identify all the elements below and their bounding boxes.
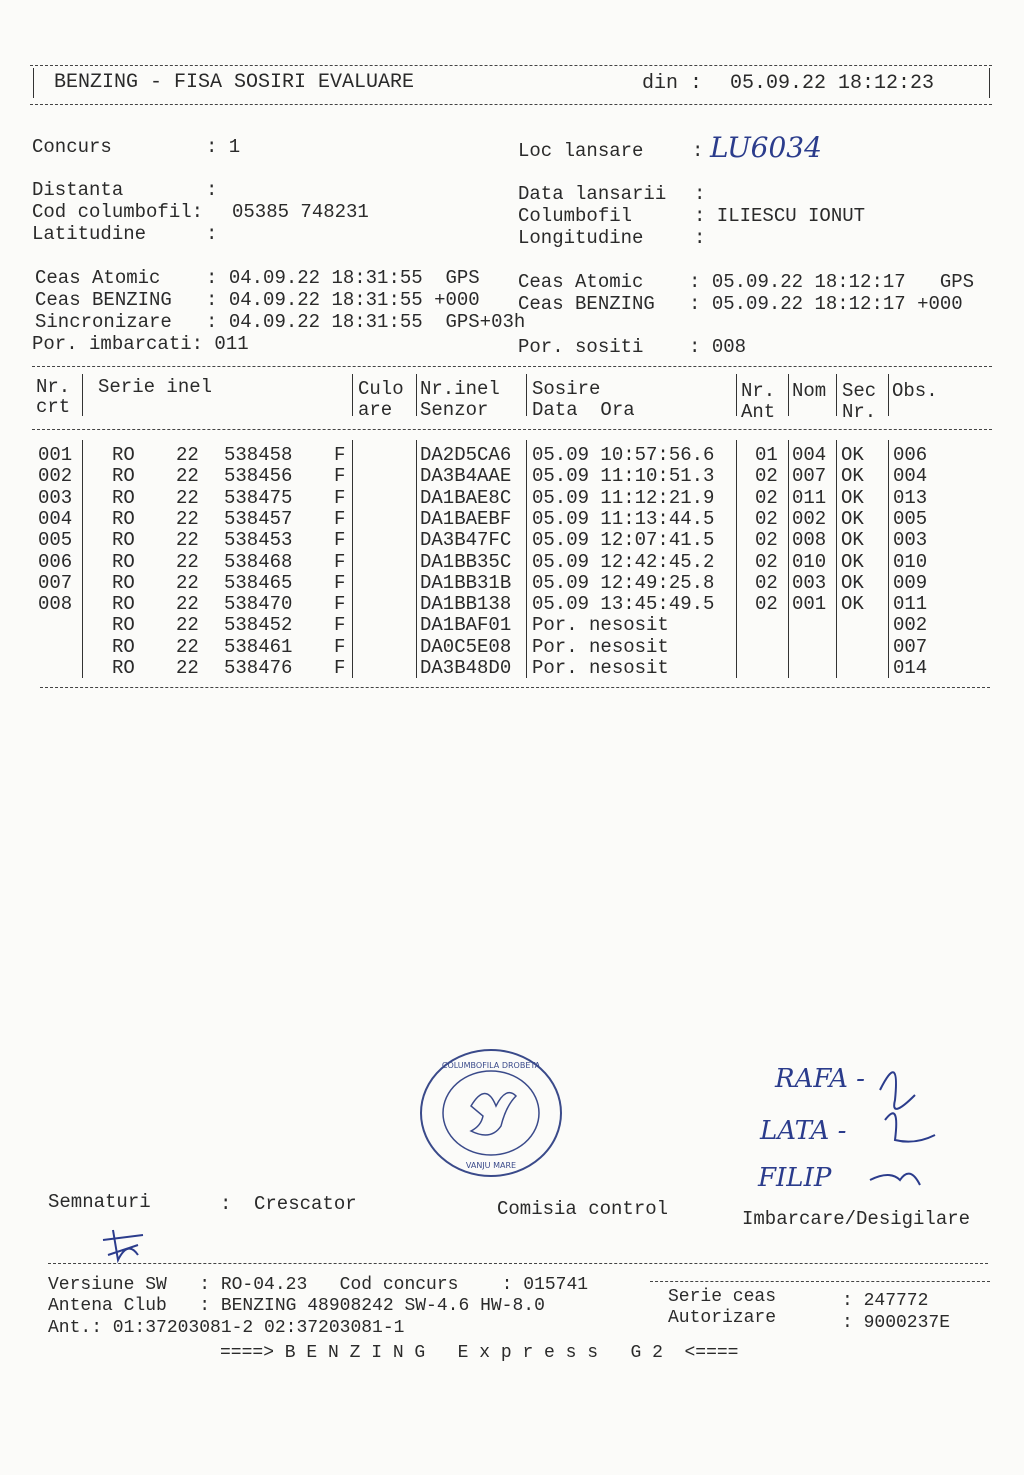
- cell-serie: 538453: [224, 529, 293, 552]
- cell-ant: 02: [755, 593, 778, 616]
- cell-ant: 02: [755, 529, 778, 552]
- cell-senzor: DA3B47FC: [420, 529, 512, 552]
- cell-sosire: Por. nesosit: [532, 657, 669, 679]
- cell-tara: RO: [112, 550, 135, 573]
- imbarcare-label: Imbarcare/Desigilare: [742, 1208, 971, 1230]
- columbofil-value: : ILIESCU IONUT: [694, 205, 866, 227]
- ceas-atomic-start: Ceas Atomic : 04.09.22 18:31:55 GPS: [35, 267, 480, 289]
- autorizare-label: Autorizare: [668, 1308, 777, 1328]
- handwritten-name-rafa: RAFA -: [775, 1064, 865, 1094]
- cell-serie: 538457: [224, 507, 293, 530]
- cell-serie: 538458: [224, 444, 293, 466]
- cell-tara: RO: [112, 635, 135, 658]
- svg-text:VANJU MARE: VANJU MARE: [465, 1161, 517, 1170]
- handwritten-name-filip: FILIP: [758, 1163, 832, 1193]
- antena-ids: Ant.: 01:37203081-2 02:37203081-1: [48, 1318, 405, 1338]
- semnaturi-label: Semnaturi: [48, 1191, 151, 1213]
- cell-an: 22: [176, 507, 199, 530]
- cell-nom: 008: [792, 529, 827, 552]
- cell-sex: F: [334, 614, 346, 637]
- cell-serie: 538470: [224, 593, 293, 616]
- loc-label: Loc lansare: [518, 140, 644, 162]
- semnaturi-colon: :: [220, 1193, 232, 1215]
- cell-tara: RO: [112, 529, 135, 552]
- svg-text:COLUMBOFILA DROBETA: COLUMBOFILA DROBETA: [441, 1061, 541, 1070]
- table-row: [0, 636, 1024, 657]
- cell-an: 22: [176, 614, 199, 637]
- cell-tara: RO: [112, 465, 135, 488]
- loc-colon: :: [692, 140, 704, 162]
- por-imbarcati: Por. imbarcati: 011: [32, 333, 249, 355]
- table-row: [0, 487, 1024, 508]
- cell-obs: 006: [893, 444, 928, 466]
- cell-obs: 005: [893, 507, 928, 530]
- table-row: [0, 444, 1024, 465]
- header-serie-inel: Serie inel: [98, 376, 213, 398]
- cell-ant: 02: [755, 486, 778, 509]
- cell-sex: F: [334, 507, 346, 530]
- cell-an: 22: [176, 486, 199, 509]
- antena-club: Antena Club : BENZING 48908242 SW-4.6 HW-8.0: [48, 1296, 545, 1316]
- latitudine-label: Latitudine: [32, 223, 147, 245]
- cell-sex: F: [334, 657, 346, 679]
- columbofil-label: Columbofil: [518, 205, 633, 227]
- header-sosire: Sosire: [532, 378, 601, 400]
- ceas-atomic-end: Ceas Atomic : 05.09.22 18:12:17 GPS: [518, 271, 975, 293]
- cell-senzor: DA3B4AAE: [420, 465, 512, 488]
- column-divider: [836, 374, 837, 416]
- cell-sec: OK: [841, 444, 864, 466]
- cell-senzor: DA1BAF01: [420, 614, 512, 637]
- divider: [33, 68, 34, 98]
- cell-serie: 538461: [224, 635, 293, 658]
- cell-nr: 008: [38, 593, 73, 616]
- cell-serie: 538452: [224, 614, 293, 637]
- table-row: [0, 614, 1024, 635]
- cell-sosire: 05.09 12:49:25.8: [532, 571, 715, 594]
- header-crt: crt: [36, 396, 71, 418]
- longitudine-value: :: [694, 227, 706, 249]
- cell-obs: 004: [893, 465, 928, 488]
- cell-serie: 538468: [224, 550, 293, 573]
- report-title: BENZING - FISA SOSIRI EVALUARE: [54, 71, 415, 94]
- cell-tara: RO: [112, 614, 135, 637]
- divider: [30, 104, 992, 105]
- cell-sex: F: [334, 550, 346, 573]
- cell-sosire: 05.09 12:07:41.5: [532, 529, 715, 552]
- crescator-signature: [98, 1225, 148, 1265]
- data-lansarii-label: Data lansarii: [518, 183, 667, 205]
- cell-nom: 011: [792, 486, 827, 509]
- loc-value: LU6034: [710, 131, 822, 164]
- cell-senzor: DA1BAEBF: [420, 507, 512, 530]
- cell-sosire: 05.09 11:12:21.9: [532, 486, 715, 509]
- longitudine-label: Longitudine: [518, 227, 644, 249]
- table-row: [0, 657, 1024, 678]
- cell-nr: 004: [38, 507, 73, 530]
- handwritten-name-lata: LATA -: [760, 1116, 847, 1146]
- divider: [32, 429, 992, 430]
- cell-tara: RO: [112, 444, 135, 466]
- cell-senzor: DA1BB35C: [420, 550, 512, 573]
- header-nom: Nom: [792, 380, 827, 402]
- header-culoare-2: are: [358, 399, 393, 421]
- cell-ant: 02: [755, 465, 778, 488]
- cell-sec: OK: [841, 529, 864, 552]
- column-divider: [82, 374, 83, 416]
- serie-ceas-value: : 247772: [842, 1291, 929, 1311]
- cell-obs: 013: [893, 486, 928, 509]
- serie-ceas-label: Serie ceas: [668, 1287, 777, 1307]
- divider: [650, 1281, 990, 1282]
- cell-nom: 007: [792, 465, 827, 488]
- cell-nr: 006: [38, 550, 73, 573]
- signature-marks: [860, 1060, 960, 1210]
- cell-sosire: Por. nesosit: [532, 614, 669, 637]
- column-divider: [526, 374, 527, 416]
- column-divider: [788, 374, 789, 416]
- column-divider: [888, 374, 889, 416]
- cell-an: 22: [176, 465, 199, 488]
- distanta-label: Distanta: [32, 179, 124, 201]
- table-row: [0, 593, 1024, 614]
- cell-sex: F: [334, 486, 346, 509]
- cell-obs: 009: [893, 571, 928, 594]
- divider: [48, 1263, 988, 1264]
- cell-serie: 538476: [224, 657, 293, 679]
- cell-sex: F: [334, 571, 346, 594]
- header-ant: Ant: [741, 401, 776, 423]
- cell-obs: 014: [893, 657, 928, 679]
- cell-serie: 538465: [224, 571, 293, 594]
- table-row: [0, 572, 1024, 593]
- cell-senzor: DA1BB138: [420, 593, 512, 616]
- cell-sex: F: [334, 593, 346, 616]
- cell-obs: 003: [893, 529, 928, 552]
- cell-senzor: DA1BB31B: [420, 571, 512, 594]
- cell-an: 22: [176, 635, 199, 658]
- header-obs: Obs.: [892, 380, 938, 402]
- association-stamp: [416, 1046, 566, 1181]
- table-row: [0, 508, 1024, 529]
- cell-senzor: DA2D5CA6: [420, 444, 512, 466]
- column-divider: [416, 374, 417, 416]
- cell-tara: RO: [112, 571, 135, 594]
- cell-senzor: DA0C5E08: [420, 635, 512, 658]
- table-row: [0, 529, 1024, 550]
- cell-obs: 007: [893, 635, 928, 658]
- header-nr: Nr.: [36, 376, 71, 398]
- header-sec: Sec: [842, 380, 877, 402]
- din-label: din :: [642, 72, 703, 95]
- cell-tara: RO: [112, 486, 135, 509]
- cell-nr: 001: [38, 444, 73, 466]
- table-row: [0, 465, 1024, 486]
- cell-sex: F: [334, 465, 346, 488]
- por-sositi: Por. sositi : 008: [518, 336, 747, 358]
- cell-an: 22: [176, 550, 199, 573]
- cell-tara: RO: [112, 657, 135, 679]
- din-value: 05.09.22 18:12:23: [730, 72, 935, 95]
- cell-nr: 007: [38, 571, 73, 594]
- cell-sec: OK: [841, 593, 864, 616]
- divider: [30, 65, 992, 66]
- cell-obs: 010: [893, 550, 928, 573]
- divider: [40, 687, 990, 688]
- table-row: [0, 551, 1024, 572]
- cell-sec: OK: [841, 571, 864, 594]
- concurs-value: : 1: [206, 136, 241, 158]
- divider: [32, 366, 992, 367]
- cell-an: 22: [176, 444, 199, 466]
- cell-nr: 002: [38, 465, 73, 488]
- cell-sosire: 05.09 12:42:45.2: [532, 550, 715, 573]
- cell-sosire: 05.09 10:57:56.6: [532, 444, 715, 466]
- cell-sec: OK: [841, 465, 864, 488]
- cell-obs: 002: [893, 614, 928, 637]
- cell-tara: RO: [112, 507, 135, 530]
- cod-label: Cod columbofil:: [32, 201, 204, 223]
- crescator-label: Crescator: [254, 1193, 357, 1215]
- cell-an: 22: [176, 529, 199, 552]
- cell-an: 22: [176, 593, 199, 616]
- cell-serie: 538475: [224, 486, 293, 509]
- cell-sec: OK: [841, 550, 864, 573]
- cod-value: 05385 748231: [232, 201, 369, 223]
- latitudine-value: :: [206, 223, 218, 245]
- cell-nom: 002: [792, 507, 827, 530]
- data-lansarii-value: :: [694, 183, 706, 205]
- cell-senzor: DA1BAE8C: [420, 486, 512, 509]
- cell-nom: 001: [792, 593, 827, 616]
- cell-ant: 02: [755, 507, 778, 530]
- header-nr-inel: Nr.inel: [420, 378, 500, 400]
- cell-sosire: 05.09 13:45:49.5: [532, 593, 715, 616]
- cell-nom: 003: [792, 571, 827, 594]
- ceas-benzing-start: Ceas BENZING : 04.09.22 18:31:55 +000: [35, 289, 480, 311]
- cell-nom: 010: [792, 550, 827, 573]
- comisia-label: Comisia control: [497, 1198, 669, 1220]
- header-sec-nr: Nr.: [842, 401, 877, 423]
- header-culoare: Culo: [358, 378, 404, 400]
- benzing-banner: ====> B E N Z I N G E x p r e s s G 2 <====: [220, 1343, 739, 1363]
- cell-an: 22: [176, 657, 199, 679]
- cell-sec: OK: [841, 486, 864, 509]
- cell-sex: F: [334, 529, 346, 552]
- cell-nr: 005: [38, 529, 73, 552]
- distanta-value: :: [206, 179, 218, 201]
- cell-sec: OK: [841, 507, 864, 530]
- concurs-label: Concurs: [32, 136, 112, 158]
- cell-sosire: Por. nesosit: [532, 635, 669, 658]
- cell-an: 22: [176, 571, 199, 594]
- header-senzor: Senzor: [420, 399, 489, 421]
- ceas-benzing-end: Ceas BENZING : 05.09.22 18:12:17 +000: [518, 293, 963, 315]
- column-divider: [736, 374, 737, 416]
- cell-ant: 02: [755, 550, 778, 573]
- cell-ant: 02: [755, 571, 778, 594]
- cell-senzor: DA3B48D0: [420, 657, 512, 679]
- cell-sex: F: [334, 635, 346, 658]
- cell-serie: 538456: [224, 465, 293, 488]
- cell-tara: RO: [112, 593, 135, 616]
- versiune-sw: Versiune SW : RO-04.23 Cod concurs : 015741: [48, 1275, 589, 1295]
- cell-ant: 01: [755, 444, 778, 466]
- cell-nr: 003: [38, 486, 73, 509]
- cell-sosire: 05.09 11:13:44.5: [532, 507, 715, 530]
- autorizare-value: : 9000237E: [842, 1313, 951, 1333]
- cell-obs: 011: [893, 593, 928, 616]
- header-nr-ant: Nr.: [741, 380, 776, 402]
- cell-sex: F: [334, 444, 346, 466]
- column-divider: [352, 374, 353, 416]
- cell-nom: 004: [792, 444, 827, 466]
- cell-sosire: 05.09 11:10:51.3: [532, 465, 715, 488]
- sincronizare: Sincronizare : 04.09.22 18:31:55 GPS+03h: [35, 311, 526, 333]
- divider: [989, 68, 990, 98]
- header-data-ora: Data Ora: [532, 399, 635, 421]
